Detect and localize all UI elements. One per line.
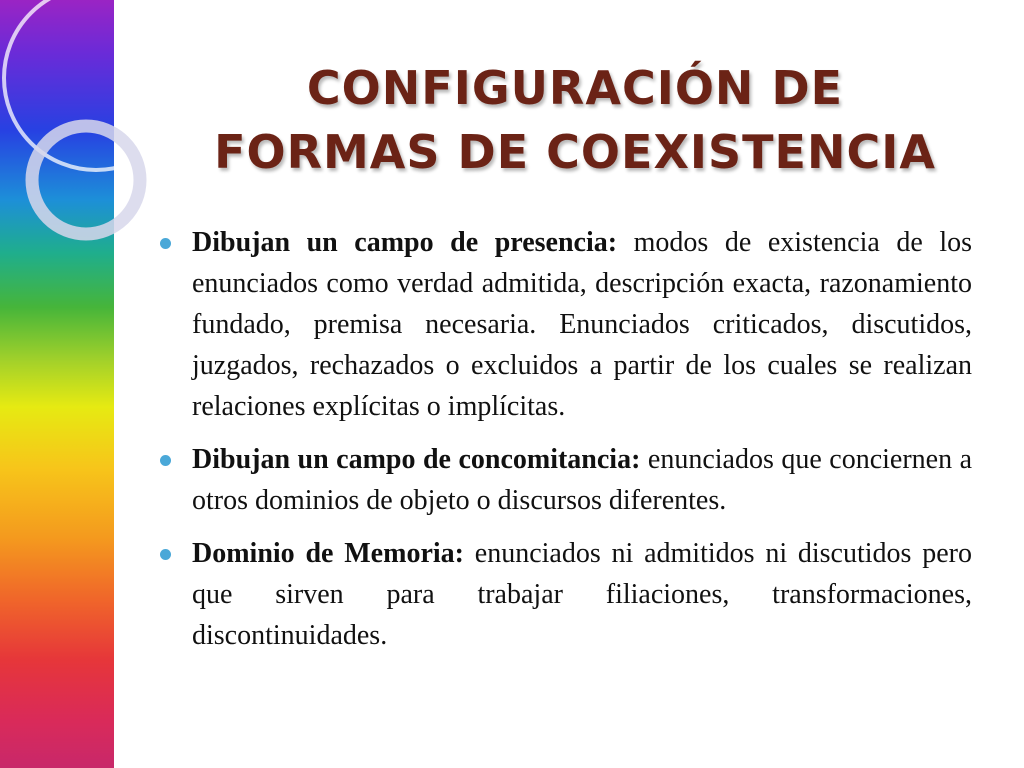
bullet-item bbox=[160, 439, 972, 521]
bullet-item bbox=[160, 533, 972, 656]
bullet-lead: Dibujan un campo de concomitancia: bbox=[192, 444, 641, 475]
bullet-dot-icon bbox=[160, 549, 171, 560]
slide-title-line: FORMAS DE COEXISTENCIA bbox=[214, 125, 936, 179]
bullet-text: enunciados ni admitidos ni discutidos pero que sirven para trabajar filiaciones, transformaciones, discontinuidades. bbox=[192, 538, 972, 651]
bullet-dot-icon bbox=[160, 455, 171, 466]
bullet-dot-icon bbox=[160, 238, 171, 249]
decorative-circle-large bbox=[4, 0, 160, 170]
decorative-circle-small bbox=[32, 126, 140, 234]
bullet-lead: Dibujan un campo de presencia: bbox=[192, 227, 618, 258]
bullet-list bbox=[160, 222, 972, 668]
bullet-text: modos de existencia de los enunciados como verdad admitida, descripción exacta, razonamiento fundado, premisa necesaria. Enunciados criticados, discutidos, juzgados, rechazados o excluidos a partir de los cuales se realizan relaciones explícitas o implícitas. bbox=[192, 227, 972, 422]
bullet-text: enunciados que conciernen a otros dominios de objeto o discursos diferentes. bbox=[192, 444, 972, 516]
decorative-circles bbox=[0, 0, 160, 260]
slide-title bbox=[160, 56, 990, 184]
slide-title-line: CONFIGURACIÓN DE bbox=[306, 61, 844, 115]
bullet-item bbox=[160, 222, 972, 427]
bullet-lead: Dominio de Memoria: bbox=[192, 538, 464, 569]
